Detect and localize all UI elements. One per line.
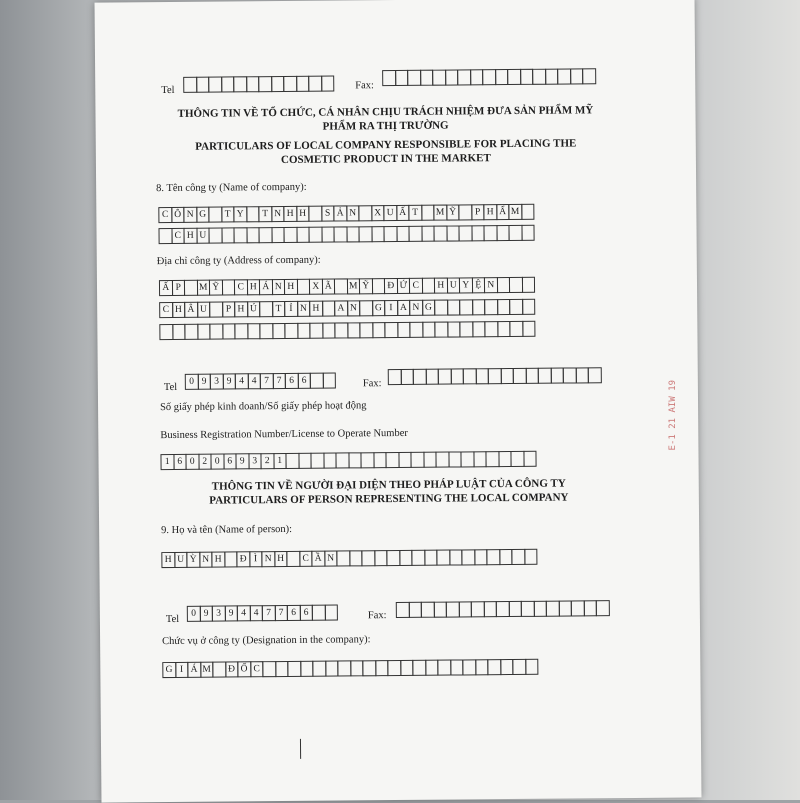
char-box: P <box>222 301 236 317</box>
designation-boxes <box>162 658 622 677</box>
char-box: 7 <box>274 605 288 621</box>
char-box: Đ <box>236 551 250 567</box>
heading2-en: PARTICULARS OF PERSON REPRESENTING THE LOCAL COMPANY <box>209 491 569 507</box>
license-label-vn: Số giấy phép kinh doanh/Số giấy phép hoạt động <box>160 400 367 414</box>
designation-label: Chức vụ ở công ty (Designation in the company): <box>162 634 371 648</box>
company-name-row1 <box>158 203 618 222</box>
char-box: 2 <box>260 453 274 469</box>
char-box: 7 <box>272 373 286 389</box>
char-box: H <box>274 551 288 567</box>
char-box <box>521 225 535 241</box>
char-box: Ì <box>249 551 263 567</box>
fax-boxes <box>382 68 614 85</box>
tel-boxes <box>183 75 343 91</box>
char-box: 6 <box>287 605 301 621</box>
char-box: H <box>161 552 175 568</box>
char-box: H <box>434 278 448 294</box>
char-box <box>523 451 537 467</box>
person-name-label: 9. Họ và tên (Name of person): <box>161 523 293 537</box>
char-box: N <box>271 206 285 222</box>
char-box: U <box>196 228 210 244</box>
char-box: X <box>309 279 323 295</box>
person-name-boxes <box>161 548 621 567</box>
char-box: T <box>221 206 235 222</box>
char-box: 0 <box>185 374 199 390</box>
char-box: 7 <box>260 373 274 389</box>
char-box: X <box>371 205 385 221</box>
char-box: P <box>171 280 185 296</box>
fax-label-3: Fax: <box>367 610 387 622</box>
char-box <box>322 373 336 389</box>
char-box: N <box>347 300 361 316</box>
char-box: Á <box>259 279 273 295</box>
char-box: C <box>299 551 313 567</box>
char-box: Ỹ <box>446 204 460 220</box>
char-box <box>522 321 536 337</box>
char-box: M <box>433 205 447 221</box>
empty-box <box>588 367 602 383</box>
address-row3 <box>159 320 619 339</box>
char-box: Ầ <box>311 551 325 567</box>
char-box: Ệ <box>471 277 485 293</box>
char-box: 3 <box>212 606 226 622</box>
char-box: Ỉ <box>284 301 298 317</box>
page-stamp: E-1 21 AIW 19 <box>668 380 678 451</box>
char-box: N <box>346 205 360 221</box>
section-heading-vn <box>155 103 615 135</box>
char-box: 9 <box>222 373 236 389</box>
char-box: N <box>183 207 197 223</box>
heading-en-line2: COSMETIC PRODUCT IN THE MARKET <box>280 152 491 167</box>
char-box: 7 <box>262 605 276 621</box>
address-label: Địa chỉ công ty (Address of company): <box>156 254 321 268</box>
char-box: T <box>258 206 272 222</box>
char-box: G <box>422 300 436 316</box>
heading-vn-line1: THÔNG TIN VỀ TỔ CHỨC, CÁ NHÂN CHỊU TRÁCH NHIỆM ĐƯA SẢN PHẨM MỸ <box>177 104 594 120</box>
empty-box <box>596 600 610 616</box>
char-box: M <box>196 280 210 296</box>
char-box: P <box>471 204 485 220</box>
char-box: N <box>271 279 285 295</box>
char-box <box>324 605 338 621</box>
char-box <box>522 299 536 315</box>
fax-label: Fax: <box>355 80 374 92</box>
char-box: U <box>446 277 460 293</box>
address-row1 <box>159 276 619 295</box>
char-box: H <box>172 302 186 318</box>
char-box: 4 <box>237 605 251 621</box>
section-heading-en <box>156 136 616 168</box>
char-box: U <box>174 552 188 568</box>
license-label-en: Business Registration Number/License to Operate Number <box>160 427 408 442</box>
char-box: 1 <box>160 454 174 470</box>
tel-label: Tel <box>161 84 175 97</box>
char-box: 9 <box>199 606 213 622</box>
char-box: Ỹ <box>209 280 223 296</box>
char-box: Ứ <box>396 278 410 294</box>
char-box: Đ <box>384 278 398 294</box>
char-box: Ả <box>333 205 347 221</box>
char-box <box>521 204 535 220</box>
char-box: N <box>261 551 275 567</box>
char-box: N <box>297 301 311 317</box>
char-box: Y <box>459 277 473 293</box>
char-box: A <box>334 300 348 316</box>
char-box: G <box>372 300 386 316</box>
char-box: 0 <box>185 454 199 470</box>
tel-number-boxes <box>185 372 360 389</box>
char-box: M <box>200 662 214 678</box>
char-box: H <box>234 301 248 317</box>
char-box: Ấ <box>396 205 410 221</box>
char-box: M <box>346 278 360 294</box>
char-box: 9 <box>235 453 249 469</box>
company-name-label: 8. Tên công ty (Name of company): <box>156 181 307 195</box>
char-box: Ố <box>237 661 251 677</box>
pen-mark <box>300 739 301 759</box>
char-box: 6 <box>299 605 313 621</box>
char-box: N <box>324 551 338 567</box>
fax-label-2: Fax: <box>362 378 382 390</box>
char-box: H <box>296 206 310 222</box>
char-box: Ã <box>321 279 335 295</box>
tel-number-boxes-3 <box>187 604 362 621</box>
char-box: N <box>199 552 213 568</box>
char-box: I <box>175 662 189 678</box>
char-box: H <box>284 279 298 295</box>
char-box: Á <box>187 662 201 678</box>
fax-boxes-2 <box>388 367 620 384</box>
form-page <box>95 0 702 803</box>
heading-vn-line2: PHẨM RA THỊ TRƯỜNG <box>322 119 449 133</box>
company-name-row2 <box>158 224 618 243</box>
char-box: Ỳ <box>186 552 200 568</box>
char-box: 6 <box>223 453 237 469</box>
char-box: Ỹ <box>359 278 373 294</box>
char-box: 9 <box>197 374 211 390</box>
empty-box <box>321 76 335 92</box>
char-box: H <box>183 228 197 244</box>
char-box: Ú <box>247 301 261 317</box>
char-box: 3 <box>248 453 262 469</box>
char-box: G <box>162 662 176 678</box>
char-box: 9 <box>224 605 238 621</box>
tel-label-2: Tel <box>163 381 178 394</box>
heading2-vn: THÔNG TIN VỀ NGƯỜI ĐẠI DIỆN THEO PHÁP LUẬT CỦA CÔNG TY <box>211 477 566 493</box>
char-box: Y <box>233 206 247 222</box>
char-box: Ô <box>171 207 185 223</box>
char-box <box>525 659 539 675</box>
heading-en-line1: PARTICULARS OF LOCAL COMPANY RESPONSIBLE FOR PLACING THE <box>195 137 577 153</box>
license-number-boxes <box>160 450 620 469</box>
fax-boxes-3 <box>396 600 628 617</box>
char-box: H <box>283 206 297 222</box>
char-box: 1 <box>273 453 287 469</box>
char-box: N <box>484 277 498 293</box>
char-box: Â <box>184 302 198 318</box>
char-box: H <box>246 279 260 295</box>
address-row2 <box>159 298 619 317</box>
char-box: U <box>383 205 397 221</box>
char-box: 0 <box>210 454 224 470</box>
char-box: I <box>384 300 398 316</box>
char-box: U <box>197 302 211 318</box>
empty-box <box>582 68 596 84</box>
char-box: 6 <box>297 373 311 389</box>
tel-label-3: Tel <box>165 613 180 626</box>
char-box: 4 <box>247 373 261 389</box>
char-box: 6 <box>285 373 299 389</box>
char-box: 4 <box>249 605 263 621</box>
char-box: H <box>211 552 225 568</box>
char-box: C <box>234 279 248 295</box>
char-box: H <box>483 204 497 220</box>
char-box: Ẩ <box>496 204 510 220</box>
char-box: N <box>409 300 423 316</box>
char-box: M <box>508 204 522 220</box>
char-box: 6 <box>173 454 187 470</box>
char-box <box>524 549 538 565</box>
char-box: A <box>397 300 411 316</box>
char-box: 0 <box>187 606 201 622</box>
char-box: C <box>171 228 185 244</box>
char-box: Ấ <box>159 280 173 296</box>
char-box <box>521 277 535 293</box>
char-box: T <box>272 301 286 317</box>
char-box: G <box>196 207 210 223</box>
char-box: C <box>250 661 264 677</box>
char-box: S <box>321 206 335 222</box>
representative-heading <box>159 476 619 508</box>
char-box: H <box>309 301 323 317</box>
char-box: 3 <box>210 374 224 390</box>
char-box: C <box>409 278 423 294</box>
char-box: Đ <box>225 661 239 677</box>
char-box: C <box>159 302 173 318</box>
char-box: C <box>158 207 172 223</box>
char-box: T <box>408 205 422 221</box>
char-box: 4 <box>235 373 249 389</box>
char-box: 2 <box>198 454 212 470</box>
